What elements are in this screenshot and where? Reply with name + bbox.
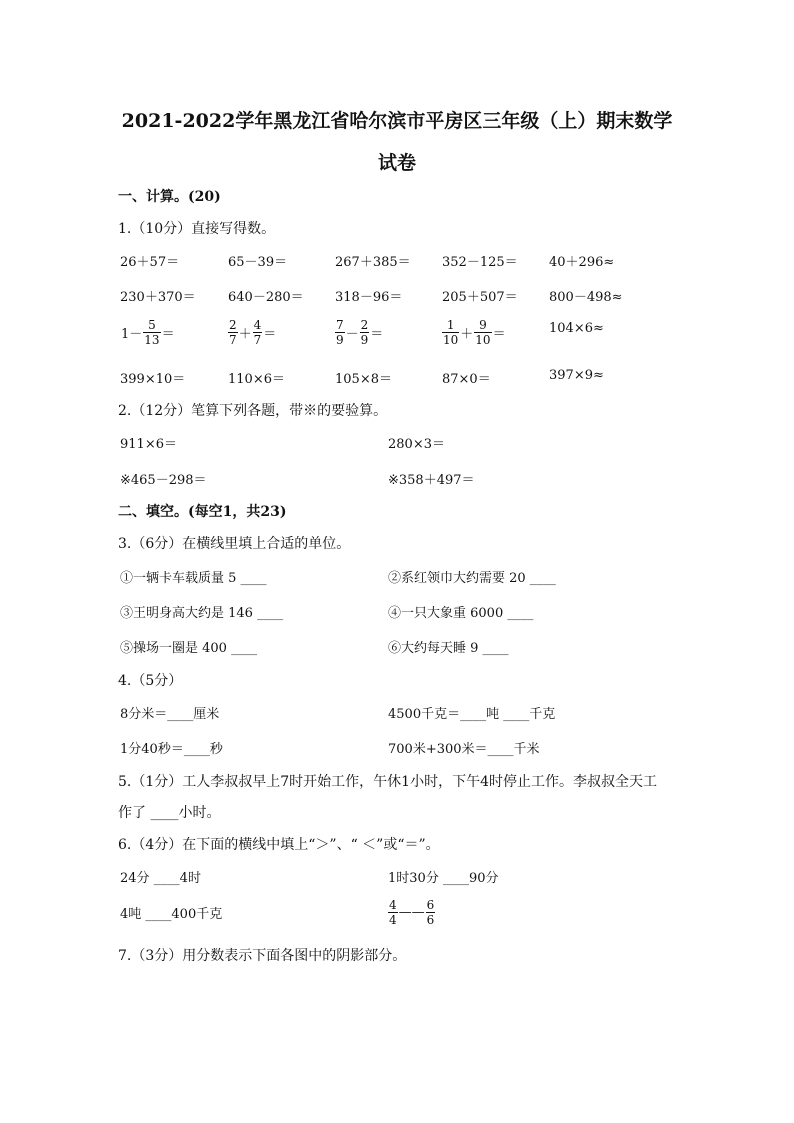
fraction <box>442 318 459 347</box>
q1-item: 267＋385＝ <box>335 255 411 270</box>
operator: ＋ <box>238 327 252 342</box>
question-4-prompt: 4.（5分） <box>118 673 183 689</box>
q3-item: ③王明身高大约是 146 ____ <box>120 606 284 621</box>
answer-blank[interactable]: —— <box>398 905 425 920</box>
numerator: 2 <box>360 318 369 332</box>
equals-sign: ＝ <box>263 327 277 342</box>
q1-item: 205＋507＝ <box>442 290 518 305</box>
q2-item: ※358＋497＝ <box>388 473 475 488</box>
fraction <box>143 318 160 347</box>
fraction <box>360 318 370 347</box>
q4-item: 700米+300米＝____千米 <box>388 742 540 757</box>
equals-sign: ＝ <box>161 327 175 342</box>
denominator: 9 <box>360 333 369 347</box>
operator: － <box>345 327 359 342</box>
exam-title-line1: 2021-2022学年黑龙江省哈尔滨市平房区三年级（上）期末数学 <box>121 110 673 132</box>
denominator: 13 <box>144 333 160 347</box>
numerator: 2 <box>229 318 237 332</box>
fraction <box>474 318 491 347</box>
q1-item: 87×0＝ <box>442 372 491 387</box>
q2-item: 280×3＝ <box>388 437 445 452</box>
q1-item: 318－96＝ <box>335 290 403 305</box>
denominator: 9 <box>336 333 344 347</box>
q4-item: 4500千克＝____吨 ____千克 <box>388 707 556 722</box>
denominator: 7 <box>229 333 237 347</box>
q6-item: 24分 ____4时 <box>120 871 201 886</box>
q2-item: ※465－298＝ <box>120 473 207 488</box>
numerator: 4 <box>389 898 397 912</box>
numerator: 7 <box>336 318 344 332</box>
q3-item: ⑤操场一圈是 400 ____ <box>120 641 258 656</box>
question-6-prompt: 6.（4分）在下面的横线中填上“＞”、“ ＜”或“＝”。 <box>118 837 440 853</box>
q6-item: 1时30分 ____90分 <box>388 871 499 886</box>
q1-item: 230＋370＝ <box>120 290 196 305</box>
q3-item: ①一辆卡车载质量 5 ____ <box>120 571 267 586</box>
q1-item: 40＋296≈ <box>549 255 615 270</box>
question-1-prompt: 1.（10分）直接写得数。 <box>118 221 276 237</box>
q1-item: 399×10＝ <box>120 372 186 387</box>
equals-sign: ＝ <box>492 327 506 342</box>
denominator: 4 <box>389 913 397 927</box>
q3-item: ④一只大象重 6000 ____ <box>388 606 534 621</box>
question-5-continuation: 作了 ____小时。 <box>118 805 221 821</box>
numerator: 6 <box>426 898 435 912</box>
question-5-prompt: 5.（1分）工人李叔叔早上7时开始工作，午休1小时，下午4时停止工作。李叔叔全天工 <box>118 774 657 790</box>
q1-fraction-item <box>442 318 507 347</box>
fraction <box>253 318 263 347</box>
q6-fraction-compare <box>388 898 435 927</box>
denominator: 6 <box>426 913 435 927</box>
operator: ＋ <box>460 327 474 342</box>
q1-item: 110×6＝ <box>228 372 285 387</box>
question-2-prompt: 2.（12分）笔算下列各题，带※的要验算。 <box>118 403 388 419</box>
fraction <box>388 898 398 927</box>
q2-item: 911×6＝ <box>120 437 177 452</box>
q1-fraction-item <box>335 318 384 347</box>
section-fill-heading: 二、填空。(每空1，共23) <box>118 504 287 520</box>
q1-item: 105×8＝ <box>335 372 392 387</box>
fraction <box>335 318 345 347</box>
q3-item: ②系红领巾大约需要 20 ____ <box>388 571 556 586</box>
q1-item: 640－280＝ <box>228 290 304 305</box>
expr-prefix: 1－ <box>121 327 143 342</box>
q1-fraction-item <box>228 318 277 347</box>
equals-sign: ＝ <box>370 327 384 342</box>
fraction <box>426 898 436 927</box>
question-3-prompt: 3.（6分）在横线里填上合适的单位。 <box>118 536 351 552</box>
q1-item: 65－39＝ <box>228 255 288 270</box>
fraction <box>228 318 238 347</box>
q1-item: 26＋57＝ <box>120 255 180 270</box>
q1-item: 104×6≈ <box>549 321 604 336</box>
denominator: 10 <box>475 333 491 347</box>
q1-item: 800－498≈ <box>549 290 623 305</box>
numerator: 4 <box>253 318 262 332</box>
q6-item: 4吨 ____400千克 <box>120 907 223 922</box>
section-calculation-heading: 一、计算。(20) <box>118 189 221 205</box>
denominator: 10 <box>443 333 459 347</box>
q4-item: 8分米＝____厘米 <box>120 707 220 722</box>
exam-title-line2: 试卷 <box>377 152 416 174</box>
q1-item: 352－125＝ <box>442 255 518 270</box>
numerator: 1 <box>442 318 459 333</box>
q1-fraction-item <box>120 318 176 347</box>
q4-item: 1分40秒＝____秒 <box>120 742 223 757</box>
question-7-prompt: 7.（3分）用分数表示下面各图中的阴影部分。 <box>118 948 407 964</box>
q1-item: 397×9≈ <box>549 368 604 383</box>
denominator: 7 <box>253 333 262 347</box>
numerator: 5 <box>143 318 160 333</box>
q3-item: ⑥大约每天睡 9 ____ <box>388 641 509 656</box>
numerator: 9 <box>474 318 491 333</box>
